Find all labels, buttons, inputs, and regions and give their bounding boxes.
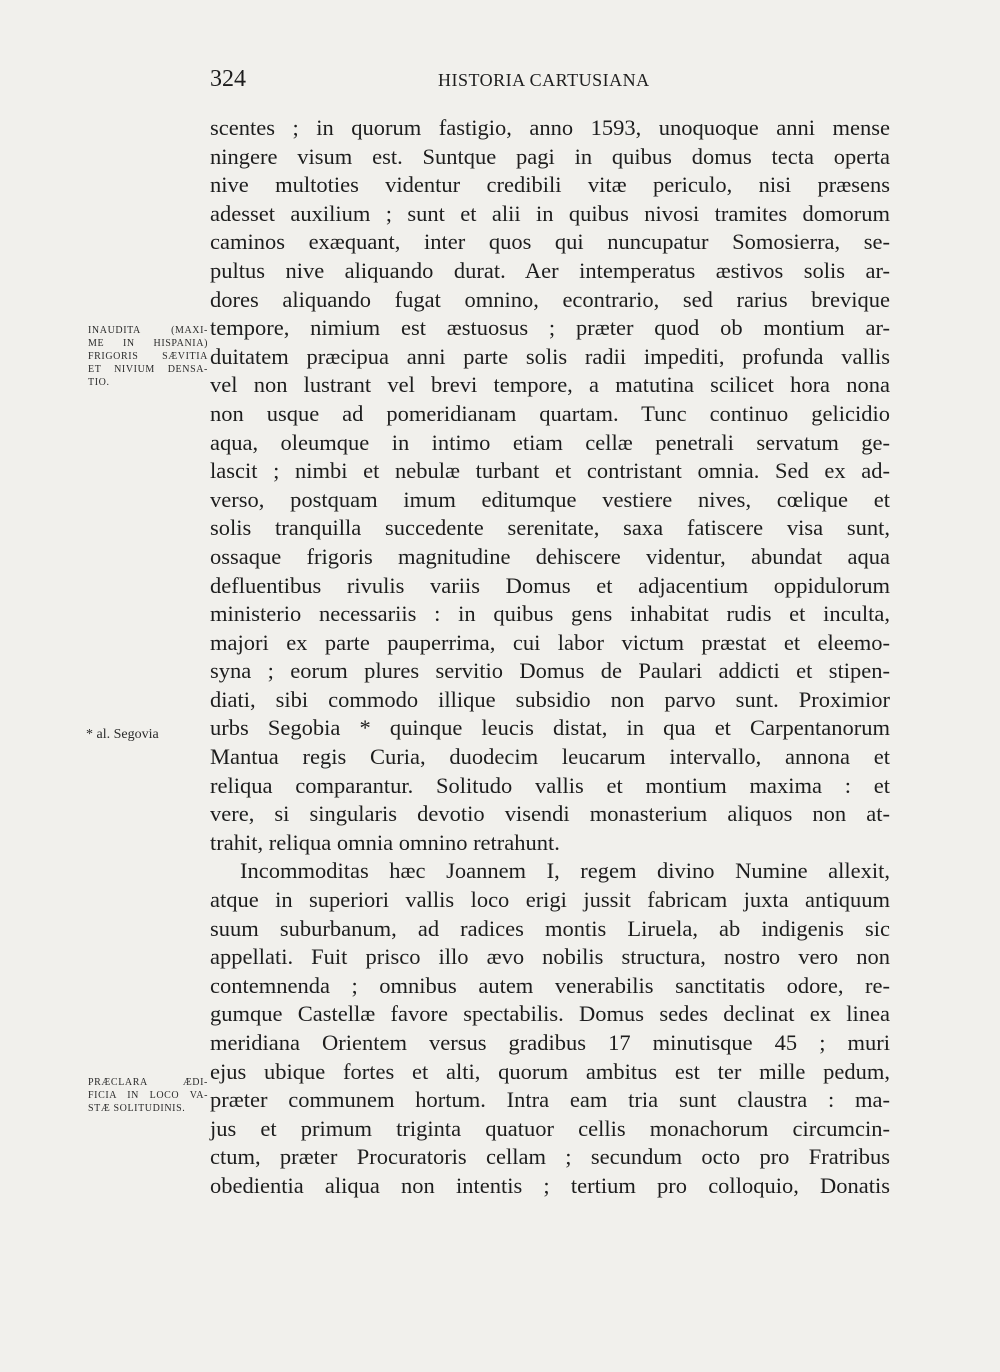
footnote-segovia: * al. Segovia [86,727,159,742]
text-line: lascit ; nimbi et nebulæ turbant et contristant omnia. Sed ex ad- [210,458,890,484]
text-line: majori ex parte pauperrima, cui labor victum præstat et eleemo- [210,629,890,655]
text-line: nive multoties videntur credibili vitæ periculo, nisi præsens [210,172,890,198]
margin-note-line: INAUDITA (MAXI- [88,325,208,336]
text-line: ossaque frigoris magnitudine dehiscere videntur, abundat aqua [210,543,890,569]
page-number: 324 [210,66,246,92]
text-line: ningere visum est. Suntque pagi in quibus domus tecta operta [210,143,890,169]
running-title: HISTORIA CARTUSIANA [438,70,650,90]
text-line: duitatem præcipua anni parte solis radii impediti, profunda vallis [210,343,890,369]
text-line: diati, sibi commodo illique subsidio non parvo sunt. Proximior [210,686,890,712]
text-line: dores aliquando fugat omnino, econtrario, sed rarius brevique [210,286,890,312]
text-line: tempore, nimium est æstuosus ; præter quod ob montium ar- [210,315,890,341]
text-line: contemnenda ; omnibus autem venerabilis sanctitatis odore, re- [210,972,890,998]
margin-note-line: ME IN HISPANIA) [88,338,208,349]
text-line: ctum, præter Procuratoris cellam ; secundum octo pro Fratribus [210,1144,890,1170]
margin-note-line: PRÆCLARA ÆDI- [88,1077,208,1088]
text-line: gumque Castellæ favore spectabilis. Domus sedes declinat ex linea [210,1001,890,1027]
text-line: suum suburbanum, ad radices montis Liruela, ab indigenis sic [210,915,890,941]
text-line: pultus nive aliquando durat. Aer intemperatus æstivos solis ar- [210,257,890,283]
text-line: atque in superiori vallis loco erigi jussit fabricam juxta antiquum [210,887,890,913]
text-line: vel non lustrant vel brevi tempore, a matutina scilicet hora nona [210,372,890,398]
text-line: scentes ; in quorum fastigio, anno 1593, unoquoque anni mense [210,115,890,140]
margin-note-line: ET NIVIUM DENSA- [88,364,208,375]
margin-note-line: FICIA IN LOCO VA- [88,1090,208,1101]
margin-note-line: FRIGORIS SÆVITIA [88,351,208,362]
text-line: solis tranquilla succedente serenitate, saxa fatiscere visa sunt, [210,515,890,541]
text-line: ministerio necessariis : in quibus gens inhabitat rudis et inculta, [210,601,890,627]
text-line: Mantua regis Curia, duodecim leucarum intervallo, annona et [210,744,890,770]
text-line: ejus ubique fortes et alti, quorum ambitus est ter mille pedum, [210,1058,890,1084]
text-line: defluentibus rivulis variis Domus et adjacentium oppidulorum [210,572,890,598]
text-line: urbs Segobia * quinque leucis distat, in qua et Carpentanorum [210,715,890,741]
text-line: vere, si singularis devotio visendi monasterium aliquos non at- [210,801,890,827]
running-head [210,66,890,100]
text-line: jus et primum triginta quatuor cellis monachorum circumcin- [210,1115,890,1141]
text-line: appellati. Fuit prisco illo ævo nobilis structura, nostro vero non [210,944,890,970]
body-text [210,114,890,1201]
text-line: obedientia aliqua non intentis ; tertium pro colloquio, Donatis [210,1172,890,1198]
text-line: verso, postquam imum editumque vestiere nives, cœlique et [210,486,890,512]
text-line: aqua, oleumque in intimo etiam cellæ penetrali servatum ge- [210,429,890,455]
margin-note-aedificia [88,1076,208,1115]
text-line: Incommoditas hæc Joannem I, regem divino Numine allexit, [240,858,890,884]
text-line: reliqua comparantur. Solitudo vallis et montium maxima : et [210,772,890,798]
text-line: præter communem hortum. Intra eam tria sunt claustra : ma- [210,1087,890,1113]
text-line: trahit, reliqua omnia omnino retrahunt. [210,829,560,855]
text-line: caminos exæquant, inter quos qui nuncupatur Somosierra, se- [210,229,890,255]
margin-note-line: STÆ SOLITUDINIS. [88,1103,186,1114]
text-line: meridiana Orientem versus gradibus 17 minutisque 45 ; muri [210,1030,890,1055]
text-line: adesset auxilium ; sunt et alii in quibus nivosi tramites domorum [210,200,890,226]
margin-note-frigoris [88,324,208,389]
text-line: non usque ad pomeridianam quartam. Tunc continuo gelicidio [210,400,890,426]
text-line: syna ; eorum plures servitio Domus de Paulari addicti et stipen- [210,658,890,684]
margin-note-line: TIO. [88,377,110,388]
